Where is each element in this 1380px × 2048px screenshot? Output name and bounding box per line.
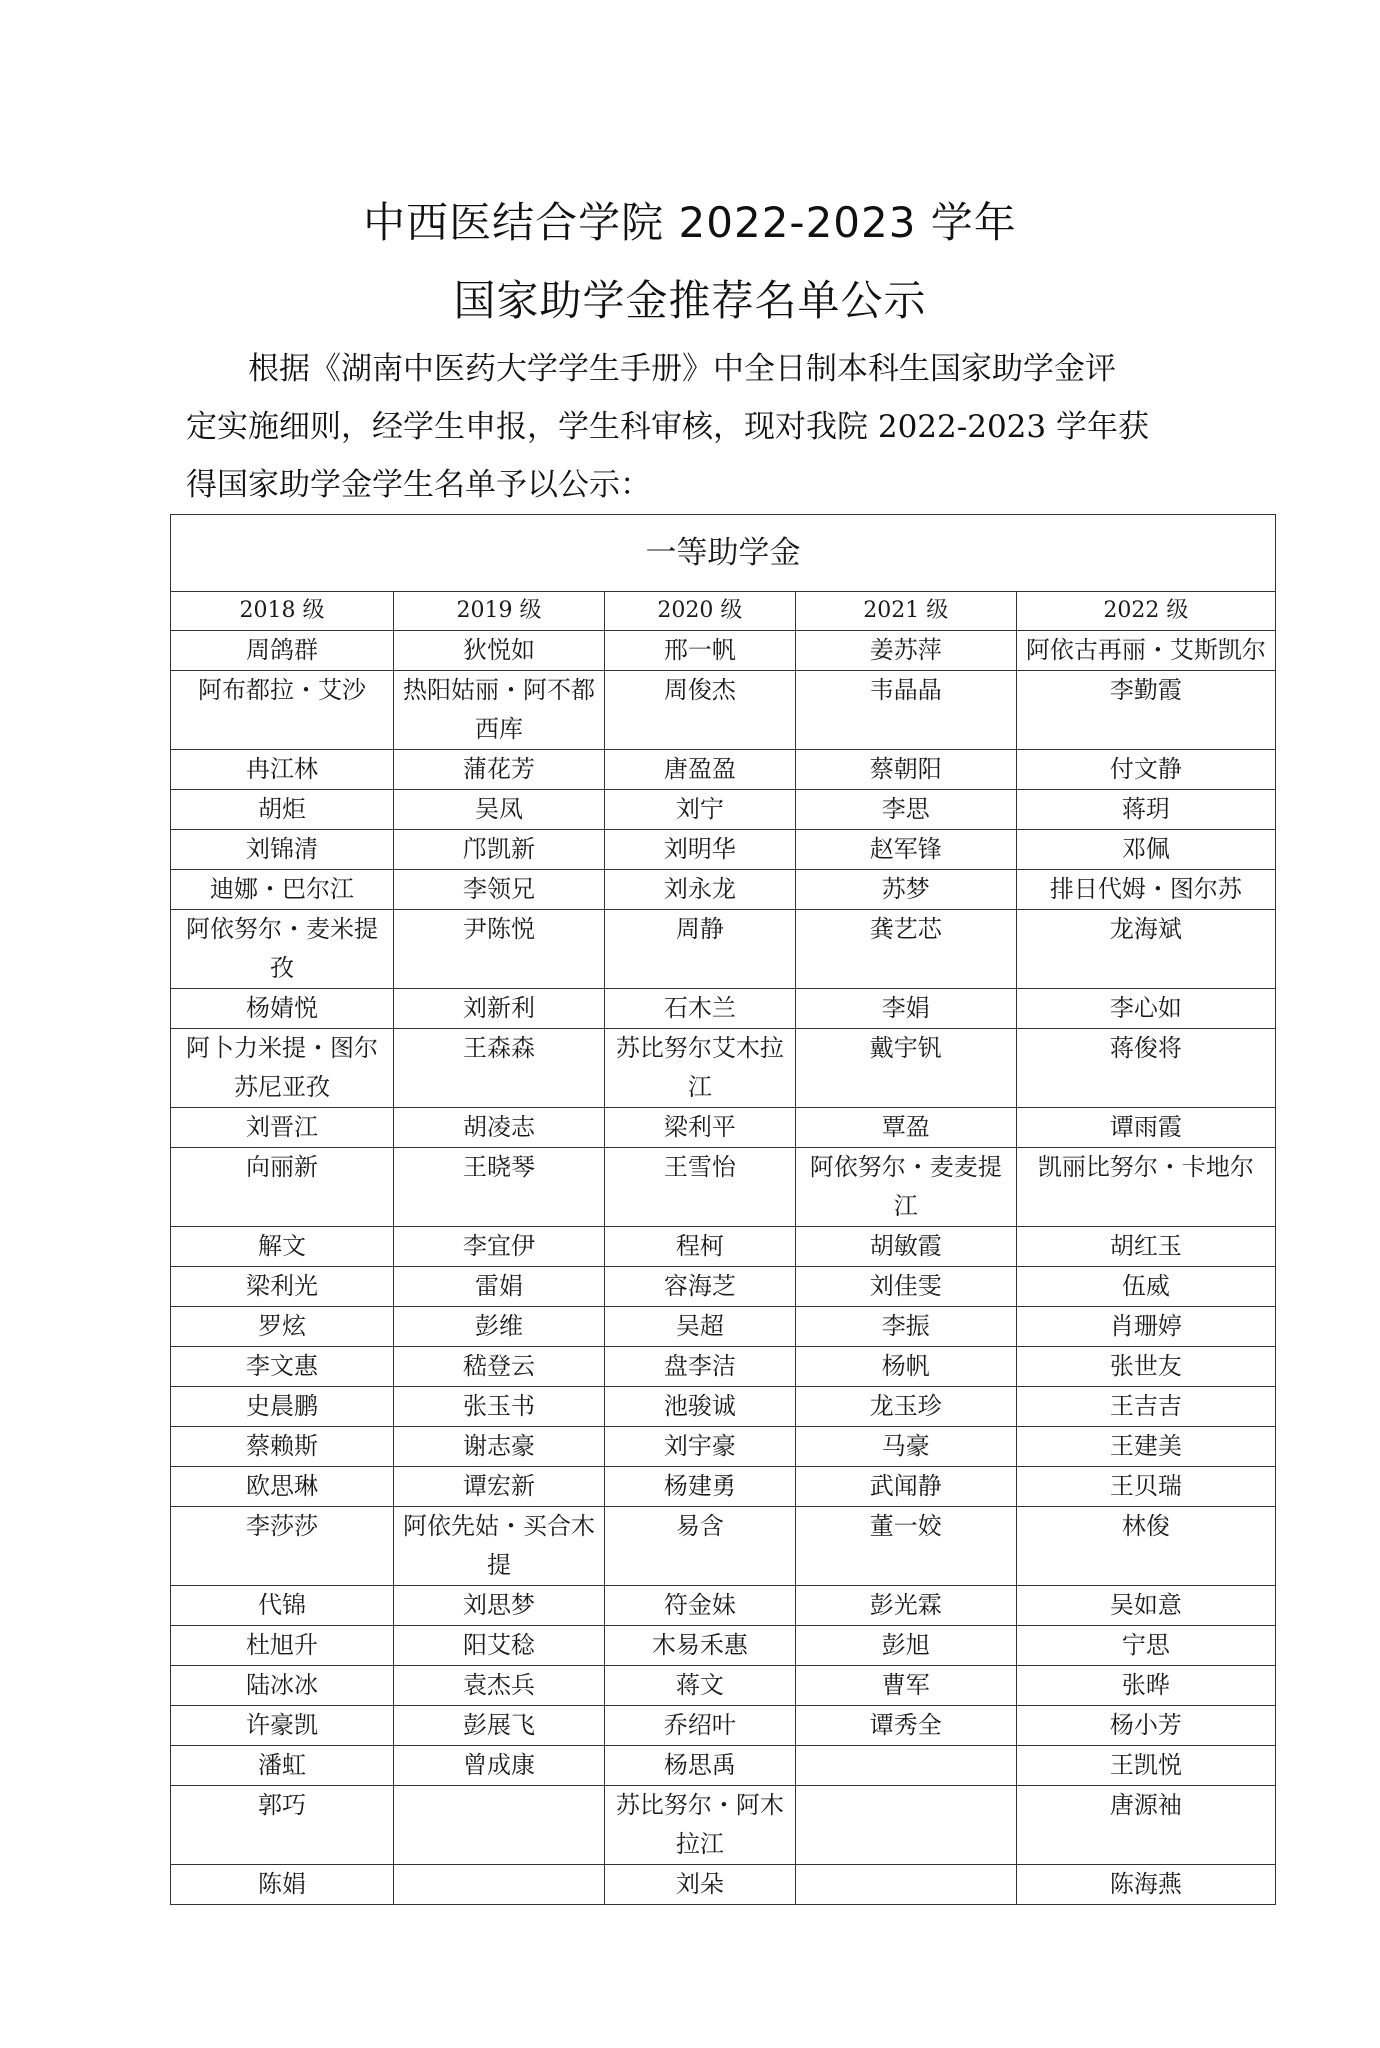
table-row bbox=[171, 1666, 1276, 1706]
name-cell: 张晔 bbox=[1016, 1666, 1275, 1706]
name-cell: 刘锦清 bbox=[171, 830, 394, 870]
column-header: 2020 级 bbox=[604, 592, 795, 631]
name-cell: 林俊 bbox=[1016, 1507, 1275, 1586]
name-cell: 曹军 bbox=[795, 1666, 1016, 1706]
name-cell: 嵇登云 bbox=[394, 1347, 605, 1387]
name-cell: 杜旭升 bbox=[171, 1626, 394, 1666]
name-cell: 刘新利 bbox=[394, 989, 605, 1029]
name-cell: 阿依努尔・麦麦提江 bbox=[795, 1148, 1016, 1227]
name-cell: 胡敏霞 bbox=[795, 1227, 1016, 1267]
name-cell: 石木兰 bbox=[604, 989, 795, 1029]
name-cell: 李思 bbox=[795, 790, 1016, 830]
name-cell: 赵军锋 bbox=[795, 830, 1016, 870]
name-cell: 排日代姆・图尔苏 bbox=[1016, 870, 1275, 910]
name-cell: 潘虹 bbox=[171, 1746, 394, 1786]
name-cell: 李宜伊 bbox=[394, 1227, 605, 1267]
name-cell: 吴超 bbox=[604, 1307, 795, 1347]
table-row bbox=[171, 870, 1276, 910]
intro-line: 得国家助学金学生名单予以公示： bbox=[186, 467, 651, 503]
name-cell: 胡炬 bbox=[171, 790, 394, 830]
column-header: 2021 级 bbox=[795, 592, 1016, 631]
name-cell: 杨帆 bbox=[795, 1347, 1016, 1387]
document-title-line1: 中西医结合学院 2022-2023 学年 bbox=[363, 198, 1017, 247]
table-row bbox=[171, 1467, 1276, 1507]
intro-line: 根据《湖南中医药大学学生手册》中全日制本科生国家助学金评 bbox=[248, 351, 1116, 387]
table-row bbox=[171, 1148, 1276, 1227]
name-cell: 陈娟 bbox=[171, 1865, 394, 1905]
name-cell: 向丽新 bbox=[171, 1148, 394, 1227]
name-cell: 姜苏萍 bbox=[795, 631, 1016, 671]
name-cell: 袁杰兵 bbox=[394, 1666, 605, 1706]
name-cell: 刘明华 bbox=[604, 830, 795, 870]
table-row bbox=[171, 671, 1276, 750]
name-cell: 邢一帆 bbox=[604, 631, 795, 671]
name-cell: 周俊杰 bbox=[604, 671, 795, 750]
name-cell: 李勤霞 bbox=[1016, 671, 1275, 750]
table-row bbox=[171, 1307, 1276, 1347]
name-cell: 王吉吉 bbox=[1016, 1387, 1275, 1427]
name-cell: 池骏诚 bbox=[604, 1387, 795, 1427]
name-cell bbox=[394, 1786, 605, 1865]
name-cell: 解文 bbox=[171, 1227, 394, 1267]
table-row bbox=[171, 750, 1276, 790]
name-cell: 许豪凯 bbox=[171, 1706, 394, 1746]
name-cell bbox=[795, 1746, 1016, 1786]
name-cell: 刘佳雯 bbox=[795, 1267, 1016, 1307]
name-cell: 蒋文 bbox=[604, 1666, 795, 1706]
name-cell: 马豪 bbox=[795, 1427, 1016, 1467]
name-cell: 苏比努尔艾木拉江 bbox=[604, 1029, 795, 1108]
name-cell: 尹陈悦 bbox=[394, 910, 605, 989]
name-cell: 谭秀全 bbox=[795, 1706, 1016, 1746]
table-row bbox=[171, 830, 1276, 870]
name-cell: 凯丽比努尔・卡地尔 bbox=[1016, 1148, 1275, 1227]
name-cell: 杨婧悦 bbox=[171, 989, 394, 1029]
name-cell: 陈海燕 bbox=[1016, 1865, 1275, 1905]
name-cell: 狄悦如 bbox=[394, 631, 605, 671]
name-cell: 阳艾稔 bbox=[394, 1626, 605, 1666]
name-cell: 周鸽群 bbox=[171, 631, 394, 671]
name-cell: 阿依古再丽・艾斯凯尔 bbox=[1016, 631, 1275, 671]
column-header: 2019 级 bbox=[394, 592, 605, 631]
name-cell: 曾成康 bbox=[394, 1746, 605, 1786]
name-cell: 刘朵 bbox=[604, 1865, 795, 1905]
name-cell: 肖珊婷 bbox=[1016, 1307, 1275, 1347]
name-cell: 程柯 bbox=[604, 1227, 795, 1267]
table-row bbox=[171, 1029, 1276, 1108]
name-cell: 李心如 bbox=[1016, 989, 1275, 1029]
name-cell: 盘李洁 bbox=[604, 1347, 795, 1387]
name-cell: 刘宇豪 bbox=[604, 1427, 795, 1467]
name-cell: 容海芝 bbox=[604, 1267, 795, 1307]
table-row bbox=[171, 1507, 1276, 1586]
name-cell: 梁利光 bbox=[171, 1267, 394, 1307]
intro-paragraph bbox=[186, 340, 1149, 514]
name-cell: 阿布都拉・艾沙 bbox=[171, 671, 394, 750]
name-cell: 王贝瑞 bbox=[1016, 1467, 1275, 1507]
name-cell: 龙玉珍 bbox=[795, 1387, 1016, 1427]
name-cell bbox=[795, 1786, 1016, 1865]
table-row bbox=[171, 1108, 1276, 1148]
name-cell: 木易禾惠 bbox=[604, 1626, 795, 1666]
column-header: 2022 级 bbox=[1016, 592, 1275, 631]
name-cell: 史晨鹏 bbox=[171, 1387, 394, 1427]
name-cell: 冉江林 bbox=[171, 750, 394, 790]
name-cell: 符金妹 bbox=[604, 1586, 795, 1626]
name-cell: 胡凌志 bbox=[394, 1108, 605, 1148]
name-cell: 李振 bbox=[795, 1307, 1016, 1347]
name-cell: 刘永龙 bbox=[604, 870, 795, 910]
name-cell: 王凯悦 bbox=[1016, 1746, 1275, 1786]
name-cell: 杨思禹 bbox=[604, 1746, 795, 1786]
name-cell: 谭雨霞 bbox=[1016, 1108, 1275, 1148]
name-cell: 周静 bbox=[604, 910, 795, 989]
name-cell: 胡红玉 bbox=[1016, 1227, 1275, 1267]
name-cell: 张玉书 bbox=[394, 1387, 605, 1427]
name-cell: 韦晶晶 bbox=[795, 671, 1016, 750]
grant-table bbox=[170, 514, 1276, 1905]
name-cell: 杨建勇 bbox=[604, 1467, 795, 1507]
name-cell: 蔡赖斯 bbox=[171, 1427, 394, 1467]
document-title-line2: 国家助学金推荐名单公示 bbox=[453, 276, 927, 325]
table-row bbox=[171, 1586, 1276, 1626]
table-row bbox=[171, 989, 1276, 1029]
name-cell: 易含 bbox=[604, 1507, 795, 1586]
name-cell: 邝凯新 bbox=[394, 830, 605, 870]
name-cell: 彭展飞 bbox=[394, 1706, 605, 1746]
table-row bbox=[171, 1706, 1276, 1746]
name-cell: 刘宁 bbox=[604, 790, 795, 830]
name-cell: 覃盈 bbox=[795, 1108, 1016, 1148]
name-cell: 王雪怡 bbox=[604, 1148, 795, 1227]
name-cell: 龙海斌 bbox=[1016, 910, 1275, 989]
name-cell: 龚艺芯 bbox=[795, 910, 1016, 989]
name-cell: 蒋玥 bbox=[1016, 790, 1275, 830]
name-cell: 王晓琴 bbox=[394, 1148, 605, 1227]
name-cell: 伍威 bbox=[1016, 1267, 1275, 1307]
table-row bbox=[171, 1347, 1276, 1387]
name-cell: 陆冰冰 bbox=[171, 1666, 394, 1706]
name-cell: 武闻静 bbox=[795, 1467, 1016, 1507]
name-cell: 唐盈盈 bbox=[604, 750, 795, 790]
table-row bbox=[171, 1387, 1276, 1427]
name-cell: 罗炫 bbox=[171, 1307, 394, 1347]
name-cell: 谢志豪 bbox=[394, 1427, 605, 1467]
name-cell: 李文惠 bbox=[171, 1347, 394, 1387]
table-row bbox=[171, 1746, 1276, 1786]
name-cell: 吴如意 bbox=[1016, 1586, 1275, 1626]
name-cell: 张世友 bbox=[1016, 1347, 1275, 1387]
name-cell: 戴宇钒 bbox=[795, 1029, 1016, 1108]
name-cell: 欧思琳 bbox=[171, 1467, 394, 1507]
name-cell: 刘思梦 bbox=[394, 1586, 605, 1626]
name-cell: 李莎莎 bbox=[171, 1507, 394, 1586]
name-cell: 郭巧 bbox=[171, 1786, 394, 1865]
name-cell: 李领兄 bbox=[394, 870, 605, 910]
name-cell: 苏比努尔・阿木拉江 bbox=[604, 1786, 795, 1865]
table-row bbox=[171, 1427, 1276, 1467]
table-row bbox=[171, 1865, 1276, 1905]
name-cell: 王建美 bbox=[1016, 1427, 1275, 1467]
name-cell: 谭宏新 bbox=[394, 1467, 605, 1507]
table-row bbox=[171, 1227, 1276, 1267]
name-cell bbox=[795, 1865, 1016, 1905]
name-cell: 唐源袖 bbox=[1016, 1786, 1275, 1865]
name-cell: 蔡朝阳 bbox=[795, 750, 1016, 790]
name-cell: 蒋俊将 bbox=[1016, 1029, 1275, 1108]
name-cell: 梁利平 bbox=[604, 1108, 795, 1148]
name-cell: 付文静 bbox=[1016, 750, 1275, 790]
name-cell: 热阳姑丽・阿不都西库 bbox=[394, 671, 605, 750]
name-cell: 宁思 bbox=[1016, 1626, 1275, 1666]
name-cell: 董一姣 bbox=[795, 1507, 1016, 1586]
name-cell: 李娟 bbox=[795, 989, 1016, 1029]
name-cell: 雷娟 bbox=[394, 1267, 605, 1307]
intro-line: 定实施细则，经学生申报，学生科审核，现对我院 2022-2023 学年获 bbox=[186, 409, 1149, 445]
name-cell: 苏梦 bbox=[795, 870, 1016, 910]
name-cell: 吴凤 bbox=[394, 790, 605, 830]
table-row bbox=[171, 1267, 1276, 1307]
name-cell: 彭旭 bbox=[795, 1626, 1016, 1666]
table-row bbox=[171, 631, 1276, 671]
table-row bbox=[171, 1786, 1276, 1865]
name-cell: 阿依努尔・麦米提孜 bbox=[171, 910, 394, 989]
name-cell: 王森森 bbox=[394, 1029, 605, 1108]
name-cell: 阿卜力米提・图尔苏尼亚孜 bbox=[171, 1029, 394, 1108]
name-cell: 乔绍叶 bbox=[604, 1706, 795, 1746]
name-cell: 刘晋江 bbox=[171, 1108, 394, 1148]
table-row bbox=[171, 790, 1276, 830]
name-cell: 蒲花芳 bbox=[394, 750, 605, 790]
name-cell: 阿依先姑・买合木提 bbox=[394, 1507, 605, 1586]
table-row bbox=[171, 1626, 1276, 1666]
name-cell bbox=[394, 1865, 605, 1905]
name-cell: 彭光霖 bbox=[795, 1586, 1016, 1626]
table-row bbox=[171, 910, 1276, 989]
table-caption: 一等助学金 bbox=[171, 515, 1276, 592]
name-cell: 邓佩 bbox=[1016, 830, 1275, 870]
name-cell: 彭维 bbox=[394, 1307, 605, 1347]
name-cell: 杨小芳 bbox=[1016, 1706, 1275, 1746]
name-cell: 代锦 bbox=[171, 1586, 394, 1626]
column-header: 2018 级 bbox=[171, 592, 394, 631]
name-cell: 迪娜・巴尔江 bbox=[171, 870, 394, 910]
